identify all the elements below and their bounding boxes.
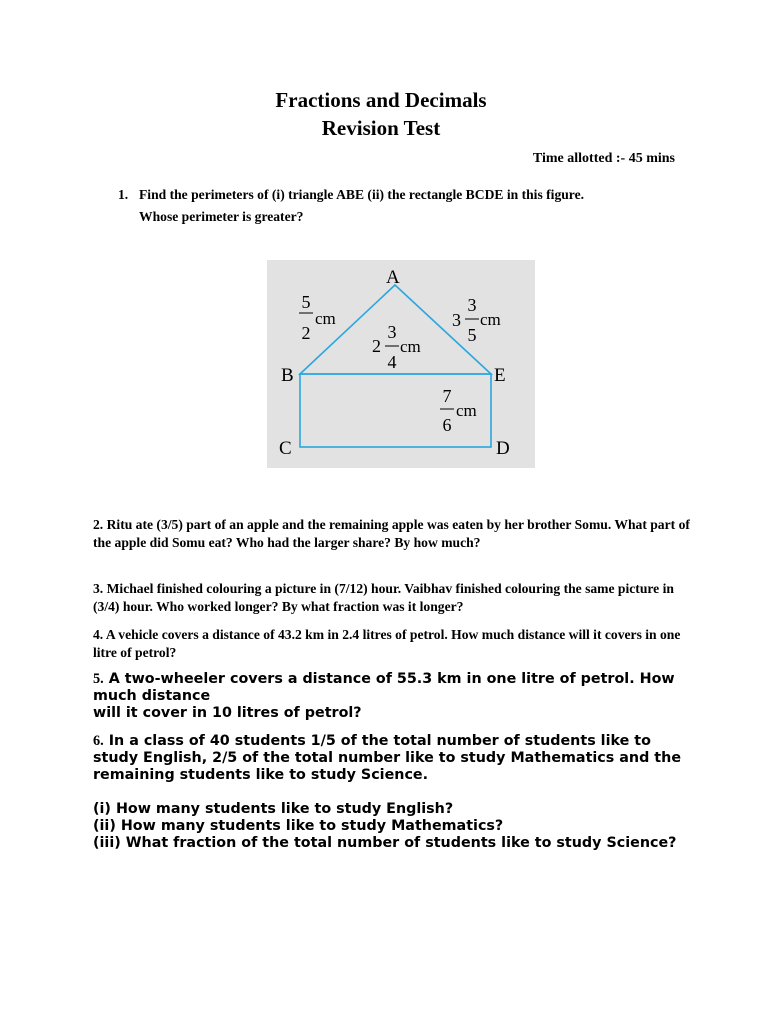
vertex-label-c: C	[279, 438, 292, 459]
vertex-label-b: B	[281, 365, 294, 386]
be-unit: cm	[400, 337, 421, 356]
ab-denominator: 2	[301, 323, 311, 343]
question-1-line-2: Whose perimeter is greater?	[139, 209, 304, 224]
question-1-number: 1.	[118, 187, 129, 202]
ae-numerator: 3	[467, 295, 477, 315]
question-6-sub-ii: (ii) How many students like to study Mathematics?	[93, 818, 504, 835]
question-1-line-1: Find the perimeters of (i) triangle ABE (ii) the rectangle BCDE in this figure.	[139, 187, 585, 202]
ed-denominator: 6	[442, 415, 452, 435]
question-6-text: In a class of 40 students 1/5 of the total number of students like to study English, 2/5 of the total number like to study Mathematics and the remaining students like to study Science.	[93, 733, 682, 784]
be-denominator: 4	[387, 352, 397, 372]
triangle-rectangle-figure	[267, 260, 535, 468]
ae-unit: cm	[480, 310, 501, 329]
page-title: Fractions and Decimals	[275, 88, 487, 112]
question-6-sub-iii: (iii) What fraction of the total number of students like to study Science?	[93, 835, 677, 852]
ab-numerator: 5	[301, 292, 311, 312]
question-6-sub-i: (i) How many students like to study English?	[93, 801, 454, 817]
vertex-label-d: D	[496, 438, 510, 459]
question-5	[93, 671, 693, 723]
question-6-number: 6.	[93, 733, 104, 749]
question-5-number: 5.	[93, 671, 104, 687]
page-subtitle: Revision Test	[321, 116, 441, 140]
question-5-line-2: will it cover in 10 litres of petrol?	[93, 705, 362, 722]
ed-unit: cm	[456, 401, 477, 420]
vertex-label-e: E	[494, 365, 506, 386]
ae-denominator: 5	[467, 325, 477, 345]
question-4: 4. A vehicle covers a distance of 43.2 km in 2.4 litres of petrol. How much distance will it covers in one litre of petrol?	[93, 627, 681, 660]
question-1	[118, 184, 678, 228]
question-2: 2. Ritu ate (3/5) part of an apple and the remaining apple was eaten by her brother Somu. What part of the apple did Somu eat? Who had the larger share? By how much?	[93, 517, 690, 550]
question-6-subparts	[93, 801, 693, 853]
question-3: 3. Michael finished colouring a picture in (7/12) hour. Vaibhav finished colouring the same picture in (3/4) hour. Who worked longer? By what fraction was it longer?	[93, 581, 674, 614]
ae-whole: 3	[452, 310, 461, 330]
question-6	[93, 733, 693, 785]
ed-numerator: 7	[442, 386, 452, 406]
be-whole: 2	[372, 336, 381, 356]
ab-unit: cm	[315, 309, 336, 328]
vertex-label-a: A	[386, 267, 400, 288]
be-numerator: 3	[387, 322, 397, 342]
time-allotted: Time allotted :- 45 mins	[532, 151, 675, 166]
question-5-line-1: A two-wheeler covers a distance of 55.3 km in one litre of petrol. How much distance	[93, 671, 675, 705]
